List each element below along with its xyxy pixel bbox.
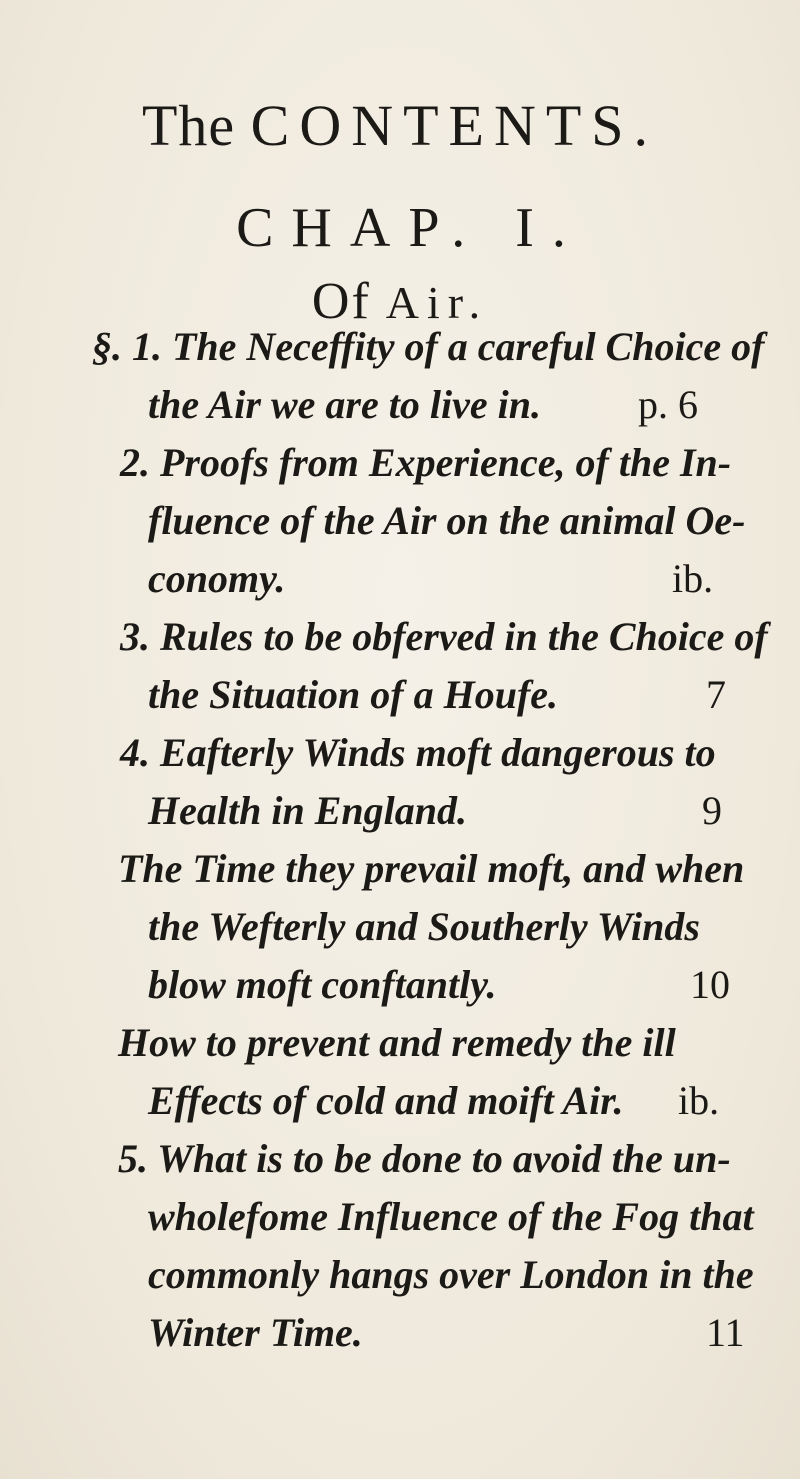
entry-page-ref: ib.: [672, 556, 714, 601]
entry-line: 4. Eafterly Winds moft dangerous to: [120, 730, 716, 775]
entry-line: the Situation of a Houfe.: [148, 672, 559, 717]
entry-line: commonly hangs over London in the: [148, 1252, 754, 1297]
entry-line: 2. Proofs from Experience, of the In-: [120, 440, 732, 485]
contents-title: [0, 92, 800, 159]
entry-line: Health in England.: [148, 788, 467, 833]
title-main: CONTENTS.: [250, 93, 659, 158]
entry-line: wholefome Influence of the Fog that: [148, 1194, 754, 1239]
entry-line: 5. What is to be done to avoid the un-: [118, 1136, 731, 1181]
entry-line: How to prevent and remedy the ill: [118, 1020, 676, 1065]
entry-line: 3. Rules to be obferved in the Choice of: [120, 614, 768, 659]
title-prefix: The: [141, 93, 236, 158]
entry-line: The Time they prevail moft, and when: [118, 846, 745, 891]
entry-line: fluence of the Air on the animal Oe-: [148, 498, 746, 543]
entry-line: Effects of cold and moift Air.: [148, 1078, 624, 1123]
entry-page-ref: ib.: [678, 1078, 720, 1123]
entry-page-ref: 7: [706, 672, 726, 717]
entry-line: §. 1. The Neceffity of a careful Choice of: [92, 324, 765, 369]
entry-line: the Air we are to live in.: [148, 382, 541, 427]
subject-main: Air.: [385, 277, 489, 328]
entry-line: blow moft conftantly.: [148, 962, 497, 1007]
entry-line: conomy.: [148, 556, 286, 601]
subject-prefix: Of: [311, 273, 371, 330]
entry-page-ref: 11: [706, 1310, 745, 1355]
entry-line: Winter Time.: [148, 1310, 363, 1355]
entry-page-ref: p. 6: [638, 382, 698, 427]
entry-page-ref: 10: [690, 962, 730, 1007]
entry-page-ref: 9: [702, 788, 722, 833]
chapter-heading: CHAP. I.: [236, 197, 584, 259]
entry-line: the Wefterly and Southerly Winds: [148, 904, 700, 949]
